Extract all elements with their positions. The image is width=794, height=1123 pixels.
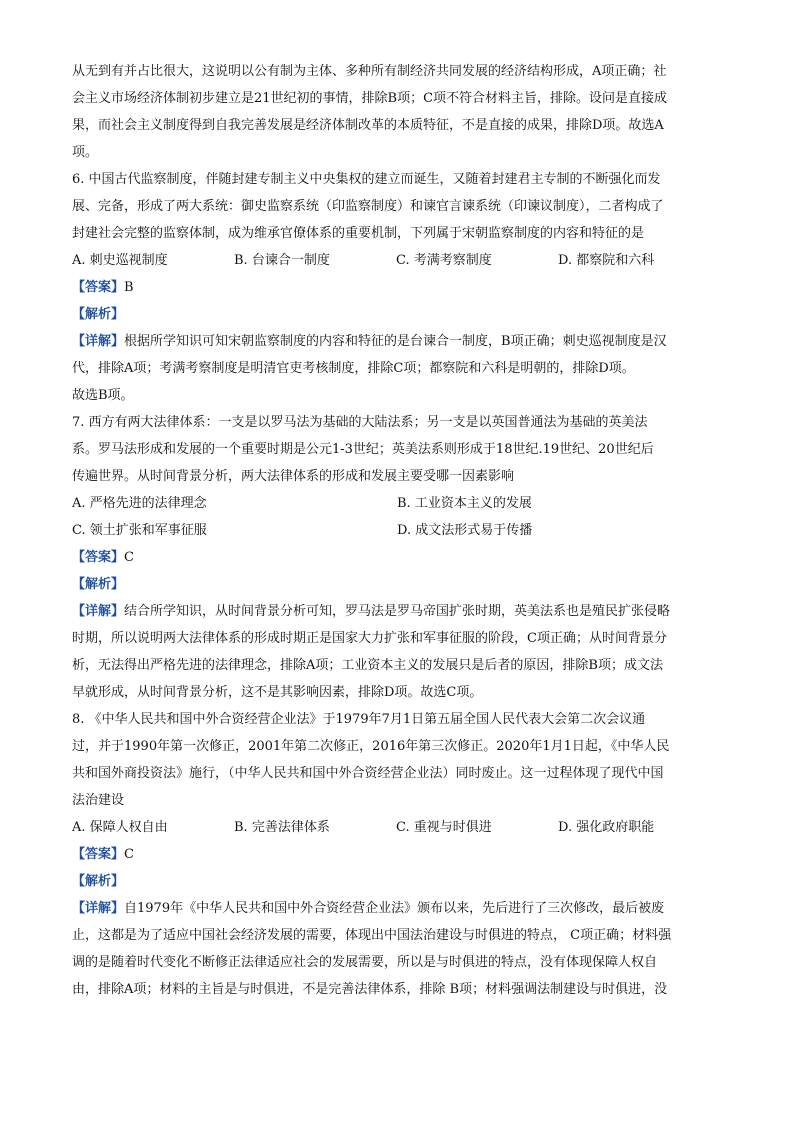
analysis-line	[72, 868, 722, 895]
detail-text: 自1979年《中华人民共和国中外合资经营企业法》颁布以来，先后进行了三次修改，最后被废	[124, 901, 665, 916]
analysis-line	[72, 571, 722, 598]
detail-line: 故选B项。	[72, 388, 134, 403]
analysis-tag: 【解析】	[72, 307, 125, 322]
detail-tag: 【详解】	[72, 604, 125, 619]
option-a: A. 刺史巡视制度	[72, 253, 168, 268]
detail-tag: 【详解】	[72, 334, 125, 349]
option-d: D. 强化政府职能	[558, 820, 655, 835]
option-d: D. 成文法形式易于传播	[397, 523, 533, 538]
detail-text: 结合所学知识，从时间背景分析可知，罗马法是罗马帝国扩张时期，英美法系也是殖民扩张侵略	[124, 604, 671, 619]
detail-line	[72, 895, 722, 922]
answer-value: C	[124, 550, 134, 565]
document-page	[72, 58, 722, 1003]
detail-line: 调的是随着时代变化不断修正法律适应社会的发展需要，所以是与时俱进的特点，没有体现保障人权自	[72, 955, 658, 970]
question-stem-line: 6. 中国古代监察制度，伴随封建专制主义中央集权的建立而诞生，又随着封建君主专制的不断强化而发	[72, 172, 661, 187]
analysis-tag: 【解析】	[72, 874, 125, 889]
detail-line	[72, 598, 722, 625]
text-line: 从无到有并占比很大，这说明以公有制为主体、多种所有制经济共同发展的经济结构形成，A项正确；社	[72, 64, 667, 79]
answer-tag: 【答案】	[72, 550, 125, 565]
options-row	[72, 247, 722, 274]
option-c: C. 考满考察制度	[396, 253, 492, 268]
text-line: 会主义市场经济体制初步建立是21世纪初的事情，排除B项；C项不符合材料主旨，排除。设问是直接成	[72, 91, 668, 106]
question-6	[72, 166, 722, 409]
answer-line	[72, 274, 722, 301]
question-stem-line: 7. 西方有两大法律体系：一支是以罗马法为基础的大陆法系；另一支是以英国普通法为基础的英美法	[72, 415, 648, 430]
analysis-line	[72, 301, 722, 328]
detail-line: 时期，所以说明两大法律体系的形成时期正是国家大力扩张和军事征服的阶段，C项正确；从时间背景分	[72, 631, 667, 646]
detail-line: 早就形成，从时间背景分析，这不是其影响因素，排除D项。故选C项。	[72, 685, 483, 700]
text-line: 果，而社会主义制度得到自我完善发展是经济体制改革的本质特征，不是直接的成果，排除D项。故选A	[72, 118, 664, 133]
analysis-tag: 【解析】	[72, 577, 125, 592]
detail-line: 止，这都是为了适应中国社会经济发展的需要，体现出中国法治建设与时俱进的特点， C项正确；材料强	[72, 928, 672, 943]
text-line: 项。	[72, 145, 99, 160]
answer-value: C	[124, 847, 134, 862]
option-b: B. 工业资本主义的发展	[397, 496, 532, 511]
detail-line: 由，排除A项；材料的主旨是与时俱进，不是完善法律体系，排除 B项；材料强调法制建设与时俱进，没	[72, 982, 668, 997]
option-c: C. 领土扩张和军事征服	[72, 523, 207, 538]
option-a: A. 严格先进的法律理念	[72, 496, 207, 511]
answer-tag: 【答案】	[72, 847, 125, 862]
question-stem-line: 过，并于1990年第一次修正，2001年第二次修正，2016年第三次修正。2020年1月1日起，《中华人民	[72, 739, 670, 754]
q5-explanation-tail	[72, 58, 722, 166]
detail-text: 根据所学知识可知宋朝监察制度的内容和特征的是台谏合一制度，B项正确；刺史巡视制度是汉	[124, 334, 667, 349]
option-a: A. 保障人权自由	[72, 820, 168, 835]
answer-line	[72, 544, 722, 571]
question-stem-line: 展、完备，形成了两大系统：御史监察系统（印监察制度）和谏官言谏系统（印谏议制度），二者构成了	[72, 199, 664, 214]
option-d: D. 都察院和六科	[558, 253, 655, 268]
question-stem-line: 传遍世界。从时间背景分析，两大法律体系的形成和发展主要受哪一因素影响	[72, 469, 515, 484]
answer-line	[72, 841, 722, 868]
detail-line: 代，排除A项；考满考察制度是明清官吏考核制度，排除C项；都察院和六科是明朝的，排除D项。	[72, 361, 635, 376]
option-b: B. 台谏合一制度	[234, 253, 330, 268]
detail-tag: 【详解】	[72, 901, 125, 916]
options-row	[72, 814, 722, 841]
question-stem-line: 法治建设	[72, 793, 125, 808]
question-stem-line: 系。罗马法形成和发展的一个重要时期是公元1-3世纪；英美法系则形成于18世纪.19世纪、20世纪后	[72, 442, 654, 457]
option-c: C. 重视与时俱进	[396, 820, 492, 835]
answer-value: B	[124, 280, 134, 295]
question-7	[72, 409, 722, 706]
question-8	[72, 706, 722, 1003]
detail-line: 析，无法得出严格先进的法律理念，排除A项；工业资本主义的发展只是后者的原因，排除B项；成文法	[72, 658, 663, 673]
question-stem-line: 封建社会完整的监察体制，成为维承官僚体系的重要机制，下列属于宋朝监察制度的内容和特征的是	[72, 226, 645, 241]
options-row	[72, 490, 722, 517]
question-stem-line: 共和国外商投资法》施行，（中华人民共和国中外合资经营企业法）同时废止。这一过程体现了现代中国	[72, 766, 664, 781]
answer-tag: 【答案】	[72, 280, 125, 295]
question-stem-line: 8. 《中华人民共和国中外合资经营企业法》于1979年7月1日第五届全国人民代表大会第二次会议通	[72, 712, 646, 727]
detail-line	[72, 328, 722, 355]
option-b: B. 完善法律体系	[234, 820, 330, 835]
options-row	[72, 517, 722, 544]
